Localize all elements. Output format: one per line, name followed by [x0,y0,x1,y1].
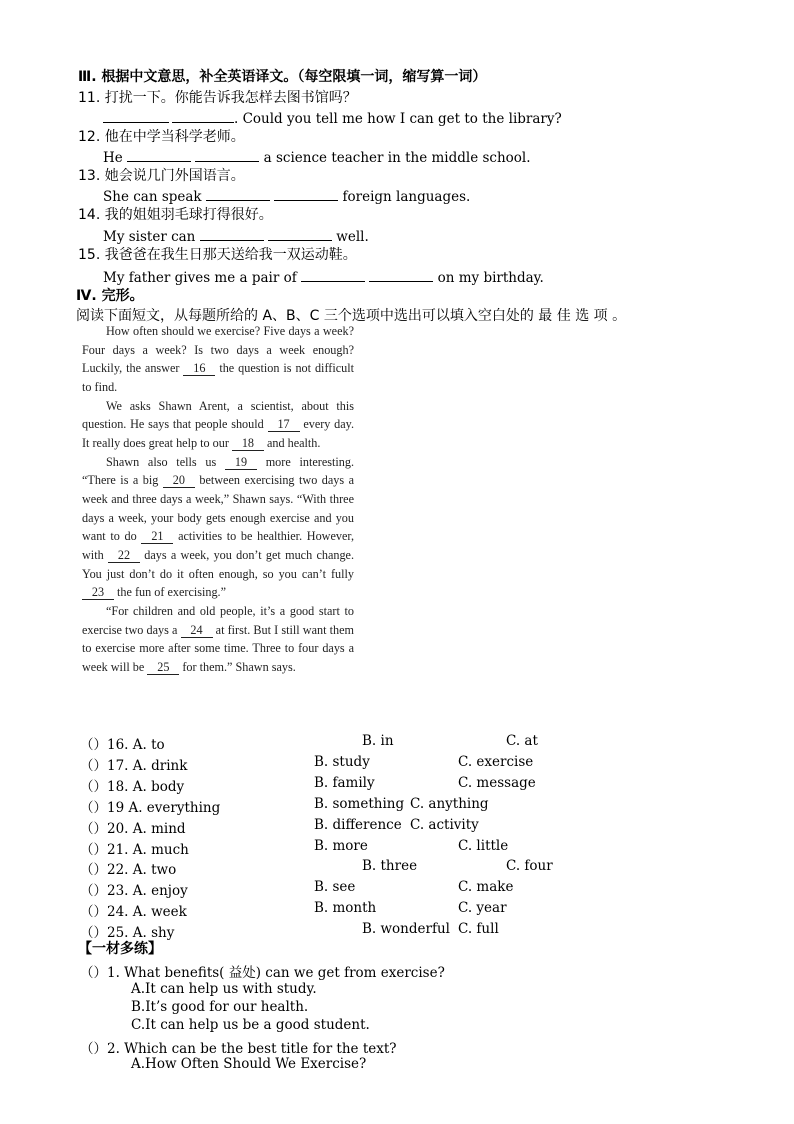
cloze-blank-25[interactable]: 25 [147,660,179,675]
item15-text-before: My father gives me a pair of [103,270,297,286]
item13-text-after: foreign languages. [342,189,471,205]
option-c[interactable]: C. message [458,775,536,791]
item14-blank1[interactable] [200,227,264,241]
passage-text: “For children and old people, it’s a good start to exercise two days a [82,603,354,637]
item11-english [103,109,562,128]
passage-text: between exercising two days a week and three days a week,” Shawn says. “With three days a week, your body gets enough exercise and you want to do [82,473,355,544]
item12-text-before: He [103,150,123,166]
option-c[interactable]: C. full [458,921,499,937]
option-b[interactable]: B. family [314,775,375,791]
option-a[interactable]: （）21. A. much [80,842,189,858]
passage-paragraph-2 [82,397,354,453]
item14-text-after: well. [336,229,369,245]
option-b[interactable]: B. three [362,858,418,874]
cloze-blank-16[interactable]: 16 [183,361,215,376]
question-1-option-b[interactable]: B.It’s good for our health. [131,999,309,1015]
item15-chinese: 15. 我爸爸在我生日那天送给我一双运动鞋。 [78,247,357,263]
cloze-blank-19[interactable]: 19 [225,455,257,470]
option-a[interactable]: （）17. A. drink [80,758,188,774]
passage-paragraph-3 [82,453,354,602]
item11-blank1[interactable] [103,109,169,123]
item11-blank2[interactable] [172,109,234,123]
section5-heading: 【一材多练】 [78,941,162,957]
option-b[interactable]: B. study [314,754,370,770]
cloze-blank-23[interactable]: 23 [82,585,114,600]
option-a[interactable]: （）20. A. mind [80,821,186,837]
option-c[interactable]: C. at [506,733,538,749]
passage-text: days a week, you don’t get much change. You just don’t do it often enough, so you can’t fully [82,547,354,581]
question-1: （）1. What benefits( 益处) can we get from exercise? [80,965,445,981]
item14-text-before: My sister can [103,229,196,245]
passage-text: the fun of exercising.” [117,585,227,600]
cloze-blank-24[interactable]: 24 [181,623,213,638]
option-c[interactable]: C. make [458,879,514,895]
option-b[interactable]: B. more [314,838,368,854]
item12-text-after: a science teacher in the middle school. [263,150,531,166]
item12-chinese: 12. 他在中学当科学老师。 [78,129,245,145]
question-2: （）2. Which can be the best title for the text? [80,1041,397,1057]
passage-text: for them.” Shawn says. [182,659,296,674]
option-a[interactable]: （）23. A. enjoy [80,883,188,899]
passage-text: We asks Shawn Arent, a scientist, about this question. He says that people should [82,398,354,432]
item15-text-after: on my birthday. [437,270,544,286]
item13-text-before: She can speak [103,189,202,205]
option-a[interactable]: （）16. A. to [80,737,165,753]
item14-english [103,227,369,246]
option-c[interactable]: C. little [458,838,509,854]
option-b[interactable]: B. wonderful [362,921,450,937]
item13-chinese: 13. 她会说几门外国语言。 [78,168,245,184]
passage-text: and health. [266,435,321,450]
passage-text: Shawn also tells us [106,454,217,469]
passage-text: the question is not difficult to find. [82,361,354,394]
passage-text: How often should we exercise? Five days a week? Four days a week? Is two days a week enough? Luckily, the answer [82,324,354,376]
passage-text: more interesting. “There is a big [82,454,354,488]
option-b[interactable]: B. month [314,900,377,916]
question-1-option-a[interactable]: A.It can help us with study. [131,981,317,997]
item13-blank1[interactable] [206,187,270,201]
question-1-option-c[interactable]: C.It can help us be a good student. [131,1017,370,1033]
option-a[interactable]: （）18. A. body [80,779,185,795]
cloze-passage [82,322,354,676]
passage-text: every day. It really does great help to our [82,417,355,450]
item15-english [103,268,544,287]
option-b[interactable]: B. something [314,796,405,812]
item11-chinese: 11. 打扰一下。你能告诉我怎样去图书馆吗？ [78,90,357,106]
passage-paragraph-4 [82,602,354,677]
item14-blank2[interactable] [268,227,332,241]
item13-blank2[interactable] [274,187,338,201]
option-a[interactable]: （）22. A. two [80,862,177,878]
option-b[interactable]: B. see [314,879,356,895]
option-b[interactable]: B. in [362,733,394,749]
item14-chinese: 14. 我的姐姐羽毛球打得很好。 [78,207,273,223]
passage-text: activities to be healthier. However, with [82,529,355,562]
option-a[interactable]: （）25. A. shy [80,925,175,941]
option-c[interactable]: C. activity [410,817,479,833]
item13-english [103,187,470,206]
item15-blank1[interactable] [301,268,365,282]
passage-text: at first. But I still want them to exercise more after some time. Three to four days a week will be [82,622,354,674]
option-c[interactable]: C. exercise [458,754,534,770]
cloze-blank-21[interactable]: 21 [141,529,173,544]
option-b[interactable]: B. difference [314,817,402,833]
option-a[interactable]: （）24. A. week [80,904,187,920]
cloze-blank-17[interactable]: 17 [268,417,300,432]
cloze-blank-22[interactable]: 22 [108,548,140,563]
option-c[interactable]: C. year [458,900,507,916]
item12-blank1[interactable] [127,148,191,162]
item11-text: . Could you tell me how I can get to the library? [234,111,562,127]
section3-heading: Ⅲ. 根据中文意思，补全英语译文。（每空限填一词，缩写算一词） [78,69,487,85]
section4-instruction: 阅读下面短文，从每题所给的 A、B、C 三个选项中选出可以填入空白处的 最 佳 选 项 。 [76,308,627,324]
cloze-blank-20[interactable]: 20 [163,473,195,488]
cloze-blank-18[interactable]: 18 [232,436,264,451]
item12-english [103,148,531,167]
item15-blank2[interactable] [369,268,433,282]
item12-blank2[interactable] [195,148,259,162]
passage-paragraph-1 [82,322,354,397]
question-2-option-a[interactable]: A.How Often Should We Exercise? [131,1056,367,1072]
option-c[interactable]: C. four [506,858,553,874]
option-a[interactable]: （）19 A. everything [80,800,221,816]
section4-heading: Ⅳ. 完形。 [76,288,144,304]
option-c[interactable]: C. anything [410,796,489,812]
